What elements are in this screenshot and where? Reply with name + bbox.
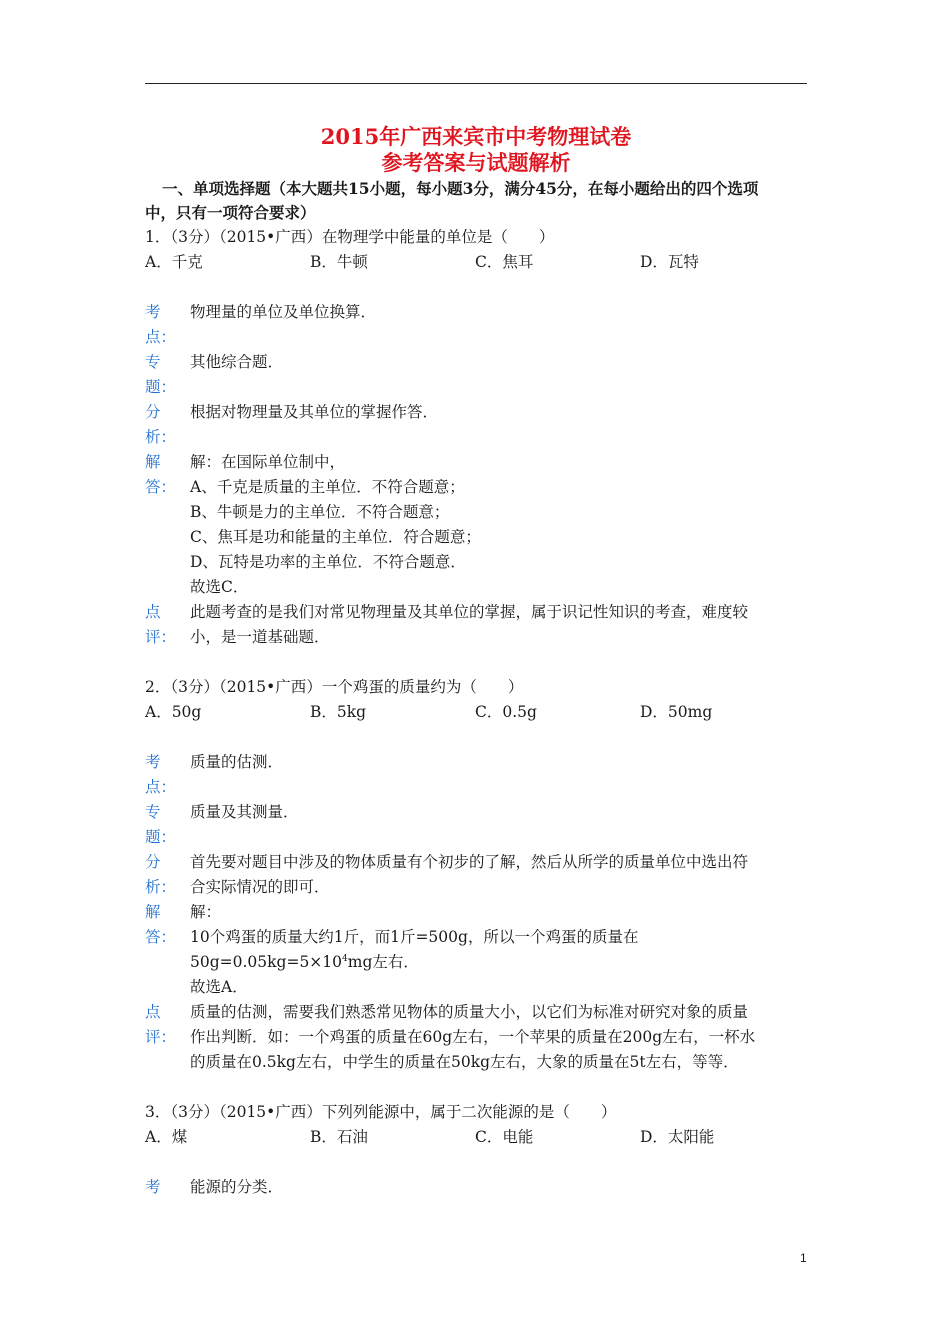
q2-label-zhuan: 专 xyxy=(145,803,161,821)
q2-label-jie: 解 xyxy=(145,903,161,921)
q1-jieda-line4: C、焦耳是功和能量的主单位．符合题意； xyxy=(190,528,481,546)
q3-kaodian: 能源的分类． xyxy=(190,1178,284,1196)
q1-stem: 1．（3分）（2015•广西）在物理学中能量的单位是（ ） xyxy=(145,228,555,246)
q1-option-a: A．千克 xyxy=(145,253,203,271)
q3-option-d: D．太阳能 xyxy=(640,1128,715,1146)
q1-jieda-line3: B、牛顿是力的主单位．不符合题意； xyxy=(190,503,450,521)
q1-label-dian2: 点 xyxy=(145,603,161,621)
q2-label-da: 答： xyxy=(145,928,177,946)
q1-dianping-line1: 此题考查的是我们对常见物理量及其单位的掌握，属于识记性知识的考查，难度较 xyxy=(190,603,749,621)
q1-label-ti: 题： xyxy=(145,378,177,396)
q2-jieda-line2: 10个鸡蛋的质量大约1斤，而1斤=500g，所以一个鸡蛋的质量在 xyxy=(190,928,639,946)
q2-jieda-line3 xyxy=(190,951,419,973)
q2-zhuanti: 质量及其测量． xyxy=(190,803,299,821)
q1-label-fen: 分 xyxy=(145,403,161,421)
q1-label-zhuan: 专 xyxy=(145,353,161,371)
q1-kaodian: 物理量的单位及单位换算． xyxy=(190,303,377,321)
q2-label-ti: 题： xyxy=(145,828,177,846)
q2-label-dian2: 点 xyxy=(145,1003,161,1021)
q2-label-xi: 析： xyxy=(145,878,177,896)
q1-option-b: B．牛顿 xyxy=(310,253,368,271)
q2-dianping-line3: 的质量在0.5kg左右，中学生的质量在50kg左右，大象的质量在5t左右，等等． xyxy=(190,1053,739,1071)
q1-jieda-line1: 解：在国际单位制中， xyxy=(190,453,346,471)
q1-option-d: D．瓦特 xyxy=(640,253,699,271)
q3-option-c: C．电能 xyxy=(475,1128,534,1146)
q2-dianping-line2: 作出判断．如：一个鸡蛋的质量在60g左右，一个苹果的质量在200g左右，一杯水 xyxy=(190,1028,756,1046)
section-heading-line1: 一、单项选择题（本大题共15小题，每小题3分，满分45分，在每小题给出的四个选项 xyxy=(162,179,759,198)
q1-option-c: C．焦耳 xyxy=(475,253,534,271)
q3-option-a: A．煤 xyxy=(145,1128,188,1146)
q1-jieda-line2: A、千克是质量的主单位．不符合题意； xyxy=(190,478,465,496)
doc-title: 2015年广西来宾市中考物理试卷 xyxy=(320,124,632,149)
q2-jieda-expr: 50g=0.05kg=5×10 xyxy=(190,953,343,971)
q2-jieda-unit: mg左右． xyxy=(347,953,419,971)
q1-label-da: 答： xyxy=(145,478,177,496)
q1-jieda-line6: 故选C． xyxy=(190,578,249,596)
q2-jieda-exponent: 4 xyxy=(342,953,348,964)
q1-label-jie: 解 xyxy=(145,453,161,471)
q2-fenxi-line2: 合实际情况的即可． xyxy=(190,878,330,896)
q2-fenxi-line1: 首先要对题目中涉及的物体质量有个初步的了解，然后从所学的质量单位中选出符 xyxy=(190,853,749,871)
q2-kaodian: 质量的估测． xyxy=(190,753,284,771)
q2-option-a: A．50g xyxy=(145,703,202,721)
q1-fenxi: 根据对物理量及其单位的掌握作答． xyxy=(190,403,439,421)
q3-label-kao: 考 xyxy=(145,1178,161,1196)
q1-jieda-line5: D、瓦特是功率的主单位．不符合题意． xyxy=(190,553,466,571)
q3-option-b: B．石油 xyxy=(310,1128,368,1146)
q2-option-c: C．0.5g xyxy=(475,703,537,721)
q2-option-b: B．5kg xyxy=(310,703,367,721)
q2-jieda-line1: 解： xyxy=(190,903,222,921)
q2-jieda-line4: 故选A． xyxy=(190,978,248,996)
q1-zhuanti: 其他综合题． xyxy=(190,353,284,371)
q3-stem: 3．（3分）（2015•广西）下列列能源中，属于二次能源的是（ ） xyxy=(145,1103,617,1121)
q1-label-dian: 点： xyxy=(145,328,177,346)
q2-option-d: D．50mg xyxy=(640,703,713,721)
q2-stem: 2．（3分）（2015•广西）一个鸡蛋的质量约为（ ） xyxy=(145,678,524,696)
q1-label-xi: 析： xyxy=(145,428,177,446)
q1-label-kao: 考 xyxy=(145,303,161,321)
doc-subtitle: 参考答案与试题解析 xyxy=(381,150,571,175)
q2-label-ping: 评： xyxy=(145,1028,177,1046)
q1-dianping-line2: 小，是一道基础题． xyxy=(190,628,330,646)
q2-label-dian: 点： xyxy=(145,778,177,796)
section-heading-line2: 中，只有一项符合要求） xyxy=(145,203,316,222)
q2-label-fen: 分 xyxy=(145,853,161,871)
page-number: 1 xyxy=(800,1251,807,1265)
q1-label-ping: 评： xyxy=(145,628,177,646)
header-rule xyxy=(145,83,807,84)
q2-dianping-line1: 质量的估测，需要我们熟悉常见物体的质量大小，以它们为标准对研究对象的质量 xyxy=(190,1003,749,1021)
q2-label-kao: 考 xyxy=(145,753,161,771)
